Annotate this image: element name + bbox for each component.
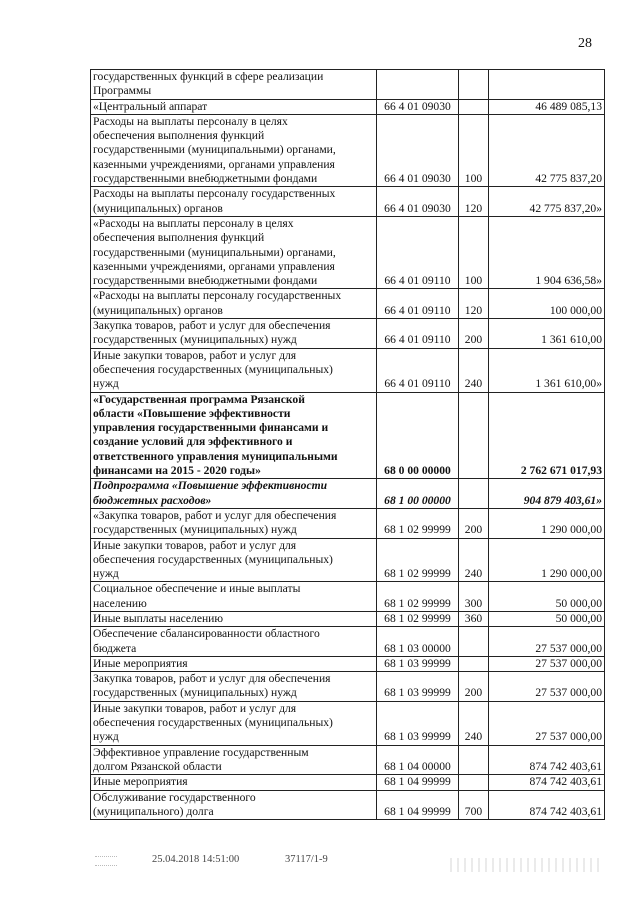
row-amount: 27 537 000,00 bbox=[489, 701, 605, 745]
row-amount: 874 742 403,61 bbox=[489, 775, 605, 790]
footer-faint-stamp bbox=[450, 858, 600, 872]
table-row bbox=[91, 319, 605, 349]
row-code: 66 4 01 09110 bbox=[377, 289, 459, 319]
row-code: 68 1 03 99999 bbox=[377, 672, 459, 702]
row-name: Иные выплаты населению bbox=[91, 611, 377, 626]
row-amount: 2 762 671 017,93 bbox=[489, 392, 605, 479]
row-name: Расходы на выплаты персоналу государственных (муниципальных) органов bbox=[91, 187, 377, 217]
table-row bbox=[91, 70, 605, 100]
row-code: 68 1 02 99999 bbox=[377, 538, 459, 582]
table-row bbox=[91, 216, 605, 288]
footer-doc-number: 37117/1-9 bbox=[285, 854, 328, 865]
table-row bbox=[91, 611, 605, 626]
row-expense-type: 240 bbox=[459, 701, 489, 745]
row-name: Закупка товаров, работ и услуг для обеспечения государственных (муниципальных) нужд bbox=[91, 672, 377, 702]
row-code: 66 4 01 09110 bbox=[377, 216, 459, 288]
row-expense-type bbox=[459, 99, 489, 114]
row-amount: 1 361 610,00 bbox=[489, 319, 605, 349]
row-expense-type: 240 bbox=[459, 348, 489, 392]
row-code bbox=[377, 70, 459, 100]
row-expense-type: 120 bbox=[459, 289, 489, 319]
table-row bbox=[91, 348, 605, 392]
row-expense-type: 360 bbox=[459, 611, 489, 626]
row-expense-type: 100 bbox=[459, 216, 489, 288]
table-row bbox=[91, 479, 605, 509]
budget-table-body bbox=[91, 70, 605, 820]
row-name: Иные закупки товаров, работ и услуг для обеспечения государственных (муниципальных) нужд bbox=[91, 348, 377, 392]
footer-date: 25.04.2018 14:51:00 bbox=[152, 854, 240, 865]
row-amount: 904 879 403,61» bbox=[489, 479, 605, 509]
row-expense-type: 240 bbox=[459, 538, 489, 582]
row-expense-type: 200 bbox=[459, 319, 489, 349]
row-code: 68 1 02 99999 bbox=[377, 582, 459, 612]
row-name: Расходы на выплаты персоналу в целях обеспечения выполнения функций государственными (муниципальными) органами, казенными учреждениями, органами управления государственными внебюджетными фондами bbox=[91, 114, 377, 186]
row-name: Обеспечение сбалансированности областного бюджета bbox=[91, 627, 377, 657]
row-code: 66 4 01 09110 bbox=[377, 348, 459, 392]
row-expense-type: 200 bbox=[459, 508, 489, 538]
row-expense-type bbox=[459, 392, 489, 479]
row-expense-type: 120 bbox=[459, 187, 489, 217]
row-expense-type bbox=[459, 656, 489, 671]
table-row bbox=[91, 392, 605, 479]
budget-table bbox=[90, 69, 605, 820]
row-code: 68 1 03 99999 bbox=[377, 656, 459, 671]
row-name: государственных функций в сфере реализации Программы bbox=[91, 70, 377, 100]
row-code: 68 1 04 99999 bbox=[377, 775, 459, 790]
row-code: 66 4 01 09030 bbox=[377, 114, 459, 186]
row-code: 68 1 04 99999 bbox=[377, 790, 459, 820]
table-row bbox=[91, 775, 605, 790]
row-amount: 874 742 403,61 bbox=[489, 790, 605, 820]
row-expense-type bbox=[459, 70, 489, 100]
row-code: 68 1 04 00000 bbox=[377, 745, 459, 775]
row-name: Закупка товаров, работ и услуг для обеспечения государственных (муниципальных) нужд bbox=[91, 319, 377, 349]
table-row bbox=[91, 538, 605, 582]
row-expense-type bbox=[459, 627, 489, 657]
row-amount: 1 904 636,58» bbox=[489, 216, 605, 288]
table-row bbox=[91, 187, 605, 217]
row-amount: 27 537 000,00 bbox=[489, 627, 605, 657]
footer-mark bbox=[95, 856, 117, 866]
row-expense-type: 700 bbox=[459, 790, 489, 820]
table-row bbox=[91, 99, 605, 114]
row-amount: 874 742 403,61 bbox=[489, 745, 605, 775]
row-code: 68 1 03 00000 bbox=[377, 627, 459, 657]
table-row bbox=[91, 790, 605, 820]
row-amount: 100 000,00 bbox=[489, 289, 605, 319]
table-row bbox=[91, 114, 605, 186]
row-name: Иные закупки товаров, работ и услуг для обеспечения государственных (муниципальных) нужд bbox=[91, 538, 377, 582]
row-amount: 46 489 085,13 bbox=[489, 99, 605, 114]
row-expense-type bbox=[459, 775, 489, 790]
row-name: Иные мероприятия bbox=[91, 656, 377, 671]
row-name: «Государственная программа Рязанской области «Повышение эффективности управления государственными финансами и создание условий для эффективного и ответственного управления муниципальными финансами на 2015 - 2020 годы» bbox=[91, 392, 377, 479]
row-amount: 1 361 610,00» bbox=[489, 348, 605, 392]
table-row bbox=[91, 701, 605, 745]
row-code: 68 0 00 00000 bbox=[377, 392, 459, 479]
row-expense-type bbox=[459, 745, 489, 775]
row-expense-type bbox=[459, 479, 489, 509]
row-amount: 42 775 837,20» bbox=[489, 187, 605, 217]
row-name: «Центральный аппарат bbox=[91, 99, 377, 114]
row-amount: 50 000,00 bbox=[489, 611, 605, 626]
row-name: Социальное обеспечение и иные выплаты населению bbox=[91, 582, 377, 612]
table-row bbox=[91, 745, 605, 775]
row-amount: 27 537 000,00 bbox=[489, 672, 605, 702]
row-code: 68 1 03 99999 bbox=[377, 701, 459, 745]
table-row bbox=[91, 582, 605, 612]
row-amount bbox=[489, 70, 605, 100]
row-code: 66 4 01 09030 bbox=[377, 99, 459, 114]
row-code: 68 1 02 99999 bbox=[377, 508, 459, 538]
row-name: Иные закупки товаров, работ и услуг для обеспечения государственных (муниципальных) нужд bbox=[91, 701, 377, 745]
row-amount: 1 290 000,00 bbox=[489, 538, 605, 582]
row-name: «Расходы на выплаты персоналу в целях обеспечения выполнения функций государственными (муниципальными) органами, казенными учреждениями, органами управления государственными внебюджетными фондами bbox=[91, 216, 377, 288]
row-amount: 27 537 000,00 bbox=[489, 656, 605, 671]
row-code: 66 4 01 09030 bbox=[377, 187, 459, 217]
row-name: Обслуживание государственного (муниципального) долга bbox=[91, 790, 377, 820]
row-name: «Расходы на выплаты персоналу государственных (муниципальных) органов bbox=[91, 289, 377, 319]
table-row bbox=[91, 627, 605, 657]
table-row bbox=[91, 672, 605, 702]
row-expense-type: 300 bbox=[459, 582, 489, 612]
row-amount: 50 000,00 bbox=[489, 582, 605, 612]
row-name: Подпрограмма «Повышение эффективности бюджетных расходов» bbox=[91, 479, 377, 509]
row-name: Иные мероприятия bbox=[91, 775, 377, 790]
table-row bbox=[91, 289, 605, 319]
row-amount: 1 290 000,00 bbox=[489, 508, 605, 538]
row-code: 66 4 01 09110 bbox=[377, 319, 459, 349]
row-name: «Закупка товаров, работ и услуг для обеспечения государственных (муниципальных) нужд bbox=[91, 508, 377, 538]
row-amount: 42 775 837,20 bbox=[489, 114, 605, 186]
page-number: 28 bbox=[578, 36, 592, 51]
table-row bbox=[91, 508, 605, 538]
row-code: 68 1 02 99999 bbox=[377, 611, 459, 626]
row-expense-type: 100 bbox=[459, 114, 489, 186]
row-expense-type: 200 bbox=[459, 672, 489, 702]
table-row bbox=[91, 656, 605, 671]
row-name: Эффективное управление государственным долгом Рязанской области bbox=[91, 745, 377, 775]
row-code: 68 1 00 00000 bbox=[377, 479, 459, 509]
